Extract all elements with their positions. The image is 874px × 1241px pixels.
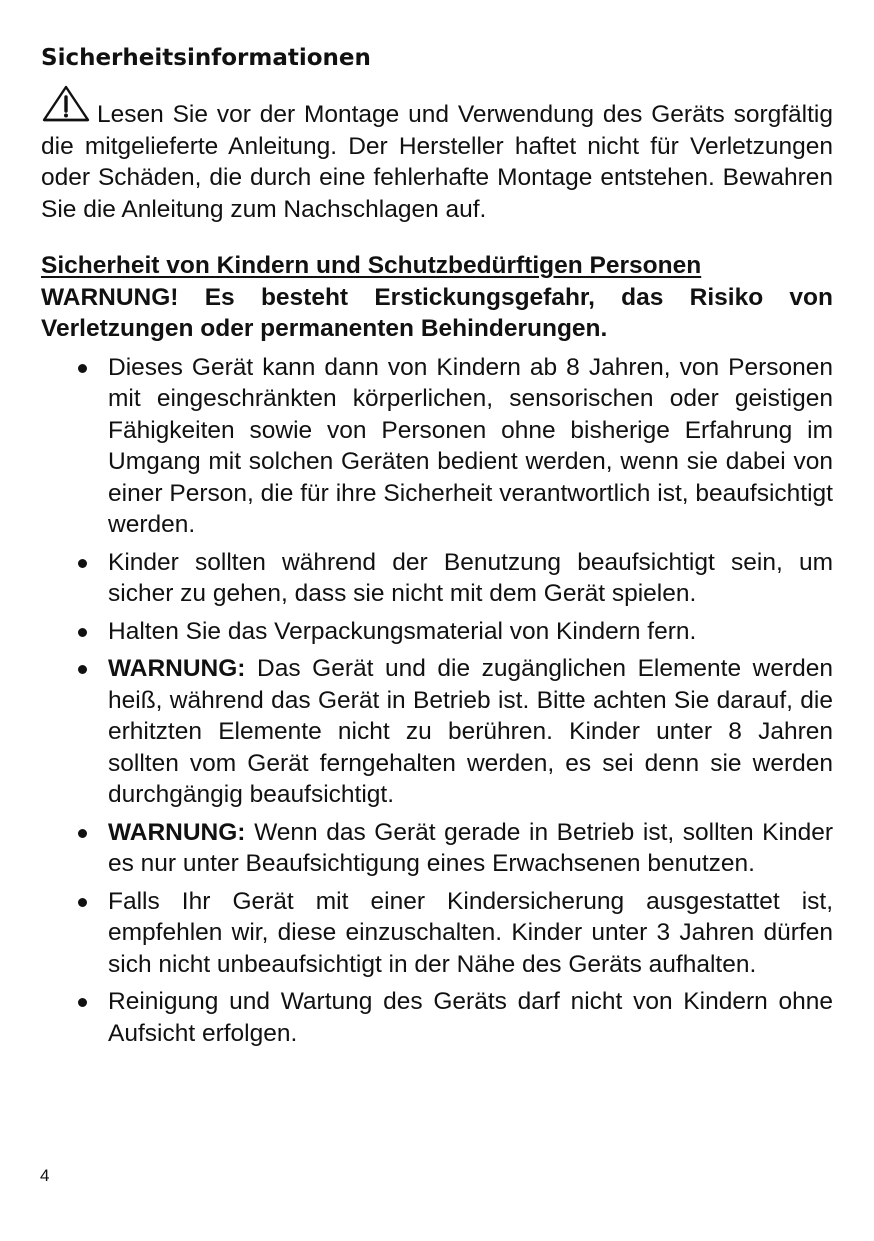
warning-triangle-icon [41,84,91,126]
bullet-icon [78,628,87,637]
list-item [41,352,833,541]
list-item-text: Kinder sollten während der Benutzung beaufsichtigt sein, um sicher zu gehen, dass sie nicht mit dem Gerät spielen. [108,548,833,607]
list-item-text: Dieses Gerät kann dann von Kindern ab 8 Jahren, von Personen mit eingeschränkten körperlichen, sensorischen oder geistigen Fähigkeiten sowie von Personen ohne bisherige Erfahrung im Umgang mit solchen Geräten bedient werden, wenn sie dabei von einer Person, die für ihre Sicherheit verantwortlich ist, beaufsichtigt werden. [108,353,833,538]
safety-bullet-list [41,352,833,1050]
bullet-icon [78,559,87,568]
intro-text: Lesen Sie vor der Montage und Verwendung des Geräts sorgfältig die mitgelieferte Anleitung. Der Hersteller haftet nicht für Verletzungen oder Schäden, die durch eine fehlerhafte Montage entstehen. Bewahren Sie die Anleitung zum Nachschlagen auf. [41,101,833,223]
list-item [41,886,833,981]
list-item [41,547,833,610]
bullet-icon [78,998,87,1007]
list-item [41,653,833,811]
section-heading: Sicherheit von Kindern und Schutzbedürftigen Personen [41,252,702,279]
bullet-icon [78,665,87,674]
list-item [41,616,833,648]
list-item [41,986,833,1049]
list-item-prefix: WARNUNG: [108,818,246,846]
bullet-icon [78,364,87,373]
bullet-icon [78,829,87,838]
list-item-text: Falls Ihr Gerät mit einer Kindersicherung ausgestattet ist, empfehlen wir, diese einzuschalten. Kinder unter 3 Jahren dürfen sich nicht unbeaufsichtigt in der Nähe des Geräts aufhalten. [108,887,833,978]
list-item-prefix: WARNUNG: [108,655,246,682]
list-item [41,817,833,880]
manual-page [41,38,833,1055]
list-item-text: Halten Sie das Verpackungsmaterial von Kindern fern. [108,617,697,645]
list-item-text: Wenn das Gerät gerade in Betrieb ist, sollten Kinder es nur unter Beaufsichtigung eines Erwachsenen benutzen. [108,818,833,877]
page-title: Sicherheitsinformationen [41,45,371,71]
section-warning: WARNUNG! Es besteht Erstickungsgefahr, das Risiko von Verletzungen oder permanenten Behinderungen. [41,283,833,342]
list-item-text: Reinigung und Wartung des Geräts darf nicht von Kindern ohne Aufsicht erfolgen. [108,988,833,1047]
list-item-text: Das Gerät und die zugänglichen Elemente werden heiß, während das Gerät in Betrieb ist. Bitte achten Sie darauf, die erhitzten Elemente nicht zu berühren. Kinder unter 8 Jahren sollten vom Gerät ferngehalten werden, es sei denn sie werden durchgängig beaufsichtigt. [108,655,833,808]
bullet-icon [78,898,87,907]
page-number: 4 [40,1166,50,1185]
intro-paragraph [41,84,833,225]
